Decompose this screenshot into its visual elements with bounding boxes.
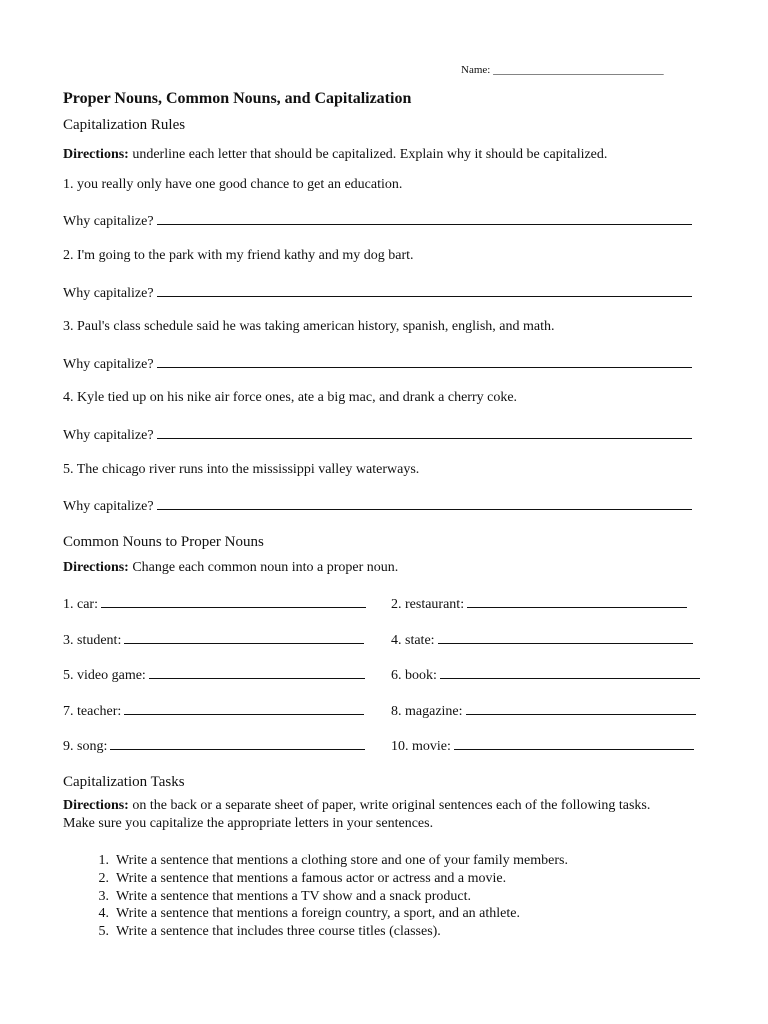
sentence-item-1: 1. you really only have one good chance to get an education. xyxy=(63,177,403,192)
task-text: Write a sentence that mentions a TV show and a snack product. xyxy=(116,888,472,904)
noun-label: 4. state: xyxy=(391,633,435,648)
noun-label: 3. student: xyxy=(63,633,122,648)
answer-line[interactable] xyxy=(157,212,692,225)
noun-label: 8. magazine: xyxy=(391,704,463,719)
noun-field-state[interactable] xyxy=(391,631,693,649)
section1-directions xyxy=(63,147,607,163)
sentence-item-4: 4. Kyle tied up on his nike air force ones, ate a big mac, and drank a cherry coke. xyxy=(63,390,518,405)
why-capitalize-field-5[interactable] xyxy=(63,497,692,515)
directions-label: Directions: xyxy=(63,147,129,162)
task-text: Write a sentence that includes three course titles (classes). xyxy=(116,924,441,940)
answer-line[interactable] xyxy=(466,702,696,715)
noun-field-restaurant[interactable] xyxy=(391,595,687,613)
noun-field-car[interactable] xyxy=(63,595,366,613)
why-label: Why capitalize? xyxy=(63,286,154,301)
noun-field-video-game[interactable] xyxy=(63,666,365,684)
answer-line[interactable] xyxy=(157,426,692,439)
directions-text: on the back or a separate sheet of paper, write original sentences each of the following tasks. xyxy=(128,798,651,813)
why-label: Why capitalize? xyxy=(63,214,154,229)
why-capitalize-field-2[interactable] xyxy=(63,284,692,302)
answer-line[interactable] xyxy=(124,631,364,644)
task-number: 2. xyxy=(98,870,109,886)
list-item xyxy=(83,905,568,923)
noun-label: 7. teacher: xyxy=(63,704,122,719)
section3-directions-line2: Make sure you capitalize the appropriate letters in your sentences. xyxy=(63,816,434,831)
list-item xyxy=(83,888,568,906)
list-item xyxy=(83,852,568,870)
noun-label: 1. car: xyxy=(63,597,98,612)
why-label: Why capitalize? xyxy=(63,357,154,372)
answer-line[interactable] xyxy=(149,666,365,679)
answer-line[interactable] xyxy=(157,355,692,368)
noun-label: 10. movie: xyxy=(391,739,451,754)
answer-line[interactable] xyxy=(157,284,692,297)
noun-field-student[interactable] xyxy=(63,631,364,649)
section-heading-capitalization-rules: Capitalization Rules xyxy=(63,117,186,133)
task-number: 4. xyxy=(98,906,109,922)
name-field[interactable] xyxy=(461,64,664,76)
task-number: 1. xyxy=(98,853,109,868)
noun-label: 2. restaurant: xyxy=(391,597,465,612)
why-label: Why capitalize? xyxy=(63,428,154,443)
task-text: Write a sentence that mentions a clothing store and one of your family members. xyxy=(116,853,568,868)
why-capitalize-field-4[interactable] xyxy=(63,426,692,444)
section-heading-common-to-proper: Common Nouns to Proper Nouns xyxy=(63,534,264,550)
section3-directions xyxy=(63,798,650,814)
noun-field-movie[interactable] xyxy=(391,737,694,755)
noun-field-song[interactable] xyxy=(63,737,365,755)
name-blank: _______________________________ xyxy=(493,64,664,76)
directions-text: underline each letter that should be capitalized. Explain why it should be capitalized. xyxy=(128,147,608,162)
task-number: 5. xyxy=(98,924,109,940)
answer-line[interactable] xyxy=(438,631,693,644)
answer-line[interactable] xyxy=(467,595,687,608)
section2-directions xyxy=(63,560,398,576)
why-label: Why capitalize? xyxy=(63,499,154,514)
noun-field-book[interactable] xyxy=(391,666,700,684)
task-list xyxy=(83,852,568,941)
answer-line[interactable] xyxy=(454,737,694,750)
why-capitalize-field-1[interactable] xyxy=(63,212,692,230)
answer-line[interactable] xyxy=(101,595,366,608)
directions-text: Change each common noun into a proper noun. xyxy=(128,560,399,575)
answer-line[interactable] xyxy=(440,666,700,679)
sentence-item-2: 2. I'm going to the park with my friend kathy and my dog bart. xyxy=(63,248,414,263)
task-text: Write a sentence that mentions a foreign country, a sport, and an athlete. xyxy=(116,906,520,922)
answer-line[interactable] xyxy=(124,702,364,715)
noun-field-magazine[interactable] xyxy=(391,702,696,720)
task-text: Write a sentence that mentions a famous actor or actress and a movie. xyxy=(116,870,507,886)
list-item xyxy=(83,923,568,941)
noun-label: 9. song: xyxy=(63,739,108,754)
name-label: Name: xyxy=(461,64,491,76)
worksheet-title: Proper Nouns, Common Nouns, and Capitalization xyxy=(63,90,412,107)
task-number: 3. xyxy=(98,888,109,904)
noun-label: 6. book: xyxy=(391,668,437,683)
list-item xyxy=(83,870,568,888)
sentence-item-3: 3. Paul's class schedule said he was taking american history, spanish, english, and math. xyxy=(63,319,555,334)
noun-field-teacher[interactable] xyxy=(63,702,364,720)
directions-label: Directions: xyxy=(63,560,129,575)
answer-line[interactable] xyxy=(110,737,365,750)
why-capitalize-field-3[interactable] xyxy=(63,355,692,373)
sentence-item-5: 5. The chicago river runs into the mississippi valley waterways. xyxy=(63,462,420,477)
section-heading-capitalization-tasks: Capitalization Tasks xyxy=(63,774,185,790)
noun-label: 5. video game: xyxy=(63,668,146,683)
directions-label: Directions: xyxy=(63,798,129,813)
answer-line[interactable] xyxy=(157,497,692,510)
